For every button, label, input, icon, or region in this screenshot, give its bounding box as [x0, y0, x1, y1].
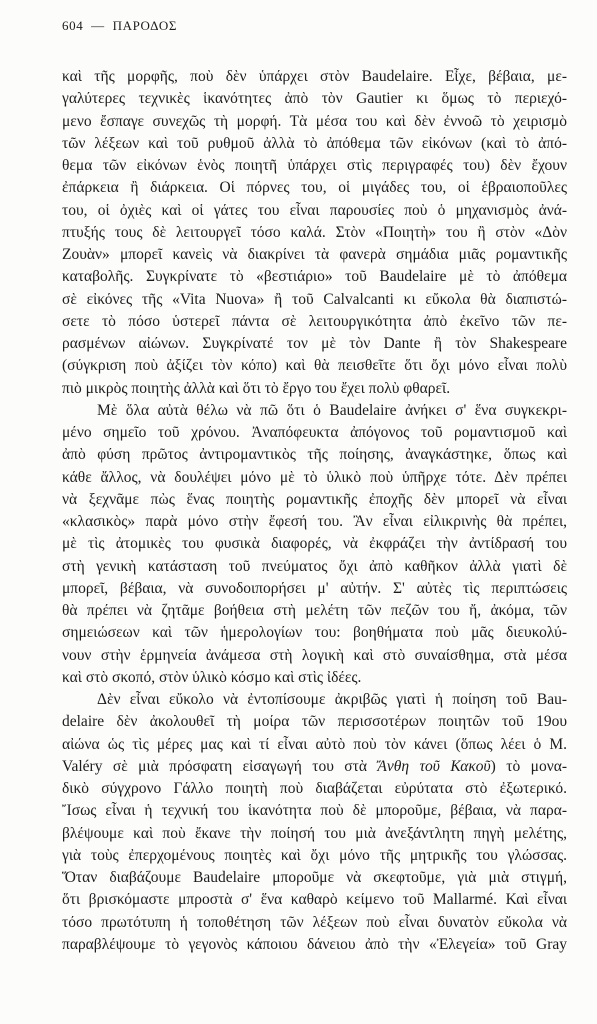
text-segment: Valéry σὲ μιὰ πρόσφατη εἰσαγωγή του στὰ: [62, 757, 378, 775]
text-line: σὲ εἰκόνες τῆς «Vita Nuova» ἢ τοῦ Calvalcanti κι εὔκολα θὰ διαπιστώ-: [62, 290, 567, 308]
book-title-italic: Ἄνθη τοῦ Κακοῦ: [377, 757, 491, 775]
text-line: τῶν λέξεων καὶ τοῦ ρυθμοῦ ἀλλὰ τὸ ἀπόθεμα τῶν εἰκόνων (καὶ τὸ ἀπό-: [62, 134, 567, 152]
text-line: delaire δὲν ἀκολουθεῖ τὴ μοίρα τῶν περισσοτέρων ποιητῶν τοῦ 19ου: [62, 713, 567, 731]
text-line: πιὸ μικρὸς ποιητὴς ἀλλὰ καὶ ὅτι τὸ ἔργο του ἔχει πολὺ φθαρεῖ.: [62, 379, 451, 397]
text-line: καταβολῆς. Συγκρίνατε τὸ «βεστιάριο» τοῦ Baudelaire μὲ τὸ ἀπόθεμα: [62, 268, 567, 286]
text-line: σετε τὸ πόσο ὑστερεῖ πάντα σὲ λειτουργικότητα ἀπὸ ἐκεῖνο τῶν πε-: [62, 312, 567, 330]
text-line: σημειώσεων καὶ τῶν ἡμερολογίων του: βοηθήματα ποὺ μᾶς διευκολύ-: [62, 624, 567, 642]
text-line: αἰώνα ὡς τὶς μέρες μας καὶ τί εἶναι αὐτὸ ποὺ τὸν κάνει (ὅπως λέει ὁ Μ.: [62, 735, 567, 753]
text-line: νὰ ξεχνᾶμε πὼς ἕνας ποιητὴς ρομαντικῆς ἐποχῆς δὲν μπορεῖ νὰ εἶναι: [62, 490, 567, 508]
text-line: ρασμένων αἰώνων. Συγκρίνατέ τον μὲ τὸν Dante ἢ τὸν Shakespeare: [62, 335, 567, 352]
text-line: του, οἱ ὀχιὲς καὶ οἱ γάτες του εἶναι παρουσίες ποὺ ὁ μηχανισμὸς ἀνά-: [62, 201, 567, 219]
text-line: μενο ἔσπαγε συνεχῶς τὴ μορφή. Τὰ μέσα του καὶ δὲν ἐννοῶ τὸ χειρισμὸ: [62, 112, 567, 130]
paragraph: [62, 689, 567, 956]
text-line: Δὲν εἶναι εὔκολο νὰ ἐντοπίσουμε ἀκριβῶς γιατὶ ἡ ποίηση τοῦ Bau-: [97, 691, 567, 708]
text-line: μὲ τὶς ἀτομικὲς του φυσικὰ διαφορές, νὰ ἐκφράζει τὴν ἀντίδρασή του: [62, 535, 567, 553]
running-title: ΠΑΡΟΔΟΣ: [112, 18, 177, 33]
text-line: μπορεῖ, βέβαια, νὰ συνοδοιπορήσει μ' αὐτήν. Σ' αὐτὲς τὶς περιπτώσεις: [62, 579, 567, 597]
text-line: πτυξής τους δὲ λειτουργεῖ τόσο καλά. Στὸν «Ποιητὴ» του ἢ στὸν «Δὸν: [62, 223, 567, 241]
text-line: ὅτι βρισκόμαστε μπροστὰ σ' ἕνα καθαρὸ κείμενο τοῦ Mallarmé. Καὶ εἶναι: [62, 891, 567, 909]
text-line: στὴ γενικὴ κατάσταση τοῦ πνεύματος ὄχι ἀπὸ καθῆκον ἀλλὰ γιατὶ δὲ: [62, 557, 567, 575]
text-line: [62, 756, 567, 778]
text-line: γιὰ τοὺς ἐπερχομένους ποιητὲς καὶ ὄχι μόνο τῆς μητρικῆς του γλώσσας.: [62, 846, 567, 864]
text-line: Μὲ ὅλα αὐτὰ θέλω νὰ πῶ ὅτι ὁ Baudelaire ἀνήκει σ' ἕνα συγκεκρι-: [97, 401, 567, 419]
paragraph: [62, 400, 567, 689]
text-line: νουν στὴν ἑρμηνεία ἀνάμεσα στὴ λογικὴ καὶ στὸ συναίσθημα, στὰ μέσα: [62, 646, 567, 664]
header-separator: —: [91, 18, 105, 33]
page-number: 604: [62, 18, 84, 33]
text-line: βλέψουμε καὶ ποὺ ἔκανε τὴν ποίησή του μιὰ ἀνεξάντλητη πηγὴ μελέτης,: [62, 824, 567, 842]
text-line: τόσο πρωτότυπη ἡ τοποθέτηση τῶν λέξεων ποὺ εἶναι δυνατὸν εὔκολα νὰ: [62, 913, 567, 931]
text-line: δικὸ σύγχρονο Γάλλο ποιητὴ ποὺ διαβάζεται εὐρύτατα στὸ ἐξωτερικό.: [62, 780, 567, 797]
text-line: μένο σημεῖο τοῦ χρόνου. Ἀναπόφευκτα ἀπόγονος τοῦ ρομαντισμοῦ καὶ: [62, 424, 567, 441]
text-line: κάθε ἄλλος, νὰ δουλέψει μόνο μὲ τὸ ὑλικὸ ποὺ ὑπῆρχε τότε. Δὲν πρέπει: [62, 468, 567, 486]
text-line: γαλύτερες τεχνικὲς ἱκανότητες ἀπὸ τὸν Gautier κι ὅμως τὸ περιεχό-: [62, 90, 567, 108]
paragraph: [62, 66, 567, 400]
text-line: καὶ στὸ σκοπό, στὸν ὑλικὸ κόσμο καὶ στὶς ἰδέες.: [62, 668, 362, 686]
text-line: ἀπὸ φύση πρῶτος ἀντιρομαντικὸς τῆς ποίησης, ἀναγκάστηκε, ὅπως καὶ: [62, 446, 567, 464]
body-text: [62, 66, 567, 956]
text-line: (σύγκριση ποὺ ἀξίζει τὸν κόπο) καὶ θὰ πεισθεῖτε ὅτι ὄχι μόνο εἶναι πολὺ: [62, 357, 567, 375]
text-line: θεμα τῶν εἰκόνων ἑνὸς ποιητῆ ὑπάρχει στὶς περιγραφές του) δὲν ἔχουν: [62, 157, 567, 174]
text-line: καὶ τῆς μορφῆς, ποὺ δὲν ὑπάρχει στὸν Baudelaire. Εἶχε, βέβαια, με-: [62, 68, 567, 85]
text-segment: ) τὸ μονα-: [490, 757, 567, 775]
text-line: Ἴσως εἶναι ἡ τεχνική του ἱκανότητα ποὺ δὲ μποροῦμε, βέβαια, νὰ παρα-: [62, 802, 567, 820]
text-line: θὰ πρέπει νὰ ζητᾶμε βοήθεια στὴ μελέτη τῶν πεζῶν του ἤ, ἀκόμα, τῶν: [62, 602, 567, 619]
running-header: [62, 18, 177, 34]
text-line: ἐπάρκεια ἢ διάρκεια. Οἱ πόρνες του, οἱ μιγάδες του, οἱ ἑβραιοποῦλες: [62, 179, 567, 197]
text-line: παραβλέψουμε τὸ γεγονὸς κάποιου δάνειου ἀπὸ τὴν «Ἐλεγεία» τοῦ Gray: [62, 935, 567, 953]
text-line: «κλασικὸς» παρὰ μόνο στὴν ἔφεσή του. Ἂν εἶναι εἰλικρινὴς θὰ πρέπει,: [62, 513, 567, 530]
text-line: Ζουὰν» μπορεῖ κανεὶς νὰ διακρίνει τὰ φανερὰ σημάδια μιᾶς ρομαντικῆς: [62, 246, 567, 263]
text-line: Ὅταν διαβάζουμε Baudelaire μποροῦμε νὰ σκεφτοῦμε, γιὰ μιὰ στιγμή,: [62, 869, 567, 886]
